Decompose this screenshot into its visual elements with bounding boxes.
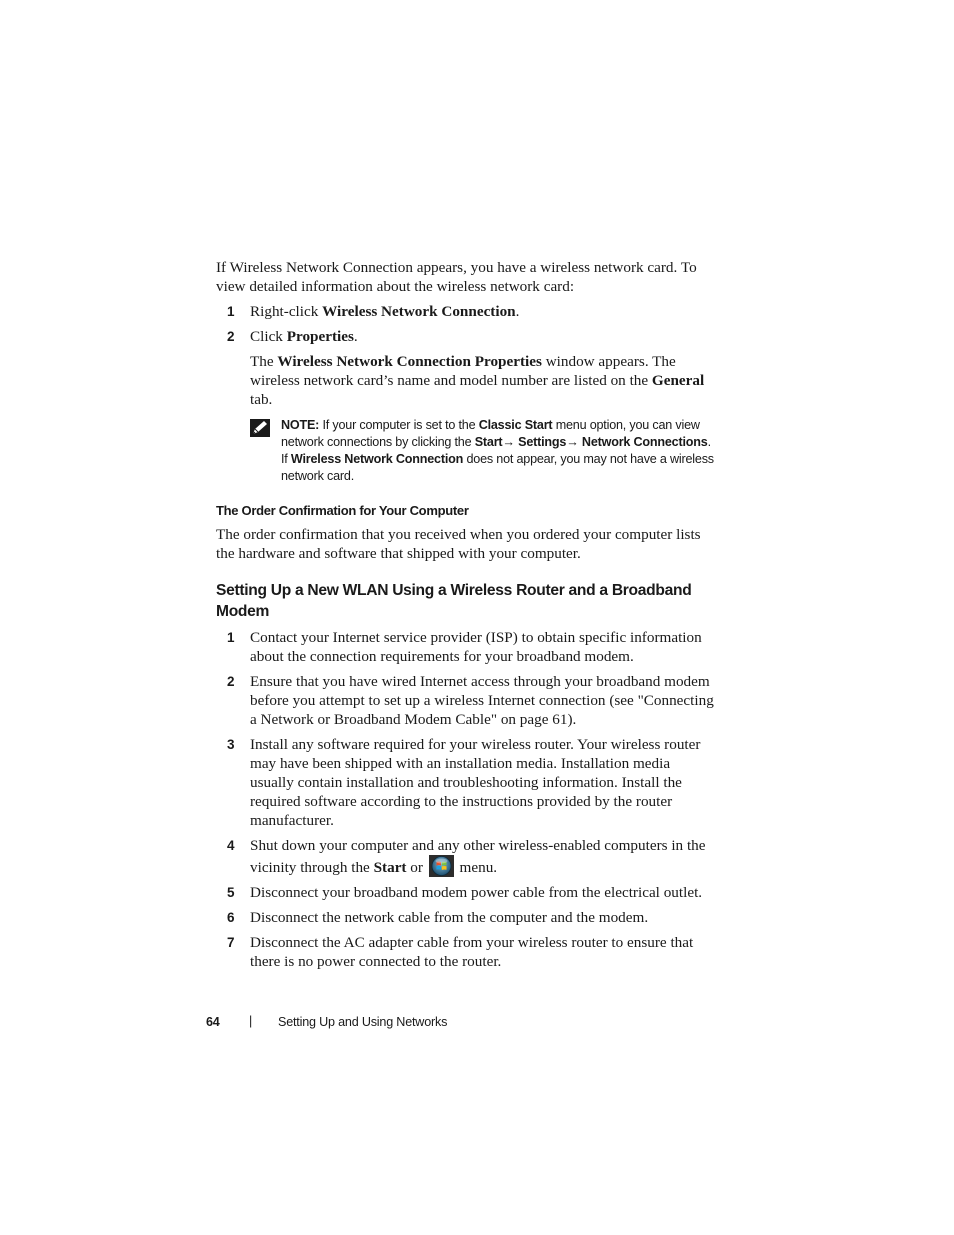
list-item	[216, 672, 716, 729]
note-bold-start: Start	[474, 435, 503, 449]
step-text: Right-click	[250, 303, 323, 320]
step-number: 6	[227, 910, 235, 925]
step-text: Click	[250, 328, 287, 345]
note-box	[216, 417, 716, 485]
subheading-order-confirmation: The Order Confirmation for Your Computer	[216, 503, 469, 518]
detail-text-mid: window appears. The wireless network card’s name and model number are listed on the	[250, 353, 676, 389]
detail-text-end: tab.	[250, 391, 273, 408]
step-text: Disconnect the AC adapter cable from your wireless router to ensure that there is no power connected to the router.	[250, 934, 694, 970]
step-number: 7	[227, 935, 235, 950]
step-text: Shut down your computer and any other wireless-enabled computers in the vicinity through the	[250, 837, 706, 876]
list-item	[216, 302, 716, 321]
step-text-mid: or	[406, 859, 427, 876]
step-text: Disconnect the network cable from the computer and the modem.	[250, 909, 649, 926]
footer-separator: |	[249, 1014, 253, 1028]
step-text-end: menu.	[455, 859, 498, 876]
step-number: 3	[227, 737, 235, 752]
list-item	[216, 628, 716, 666]
list-item	[216, 735, 716, 830]
step-bold-text: Properties	[286, 328, 354, 345]
detail-text: The	[250, 353, 278, 370]
step-number: 5	[227, 885, 235, 900]
intro-paragraph: If Wireless Network Connection appears, you have a wireless network card. To view detailed information about the wireless network card:	[216, 259, 697, 295]
page-content	[216, 258, 716, 971]
note-bold-settings: Settings	[518, 435, 567, 449]
steps-list-1	[216, 302, 716, 409]
list-item	[216, 908, 716, 927]
note-text: If your computer is set to the	[319, 418, 479, 432]
step-text-end: .	[353, 328, 358, 345]
note-label: NOTE:	[281, 418, 320, 432]
list-item	[216, 883, 716, 902]
step-detail-paragraph	[250, 352, 716, 409]
list-item	[216, 933, 716, 971]
step-number: 1	[227, 630, 235, 645]
section-heading: Setting Up a New WLAN Using a Wireless Router and a Broadband Modem	[216, 582, 692, 620]
page-number: 64	[206, 1015, 220, 1029]
step-text: Install any software required for your wireless router. Your wireless router may have been shipped with an installation media. Installation media usually contain installation and troubleshooting information. Install the required software according to the instructions provided by the router manufacturer.	[250, 736, 701, 829]
detail-bold-tab-name: General	[651, 372, 705, 389]
windows-start-orb-icon	[429, 855, 454, 877]
step-bold-start: Start	[373, 859, 407, 876]
step-number: 4	[227, 838, 235, 853]
step-text-end: .	[515, 303, 520, 320]
note-text: does not appear, you may not have a wireless network card.	[281, 452, 714, 483]
step-text: Ensure that you have wired Internet access through your broadband modem before you attempt to set up a wireless Internet connection (see "Connecting a Network or Broadband Modem Cable" on page 61).	[250, 673, 714, 728]
note-bold-classic-start: Classic Start	[478, 418, 553, 432]
note-pencil-icon	[250, 419, 270, 437]
detail-bold-window-name: Wireless Network Connection Properties	[277, 353, 542, 370]
footer-section-title: Setting Up and Using Networks	[278, 1015, 448, 1029]
step-number: 2	[227, 674, 235, 689]
note-bold-wireless-network-connection: Wireless Network Connection	[290, 452, 464, 466]
order-confirmation-paragraph: The order confirmation that you received when you ordered your computer lists the hardware and software that shipped with your computer.	[216, 526, 701, 562]
list-item	[216, 836, 716, 877]
step-number: 2	[227, 329, 235, 344]
steps-list-2	[216, 628, 716, 971]
step-text: Contact your Internet service provider (ISP) to obtain specific information about the connection requirements for your broadband modem.	[250, 629, 702, 665]
note-arrow: →	[566, 435, 582, 449]
note-bold-network-connections: Network Connections	[581, 435, 708, 449]
note-text: . If	[281, 435, 711, 466]
step-text: Disconnect your broadband modem power cable from the electrical outlet.	[250, 884, 703, 901]
list-item	[216, 327, 716, 409]
note-arrow: →	[502, 435, 519, 449]
note-text: menu option, you can view network connections by clicking the	[281, 418, 700, 449]
step-bold-text: Wireless Network Connection	[322, 303, 516, 320]
step-number: 1	[227, 304, 235, 319]
